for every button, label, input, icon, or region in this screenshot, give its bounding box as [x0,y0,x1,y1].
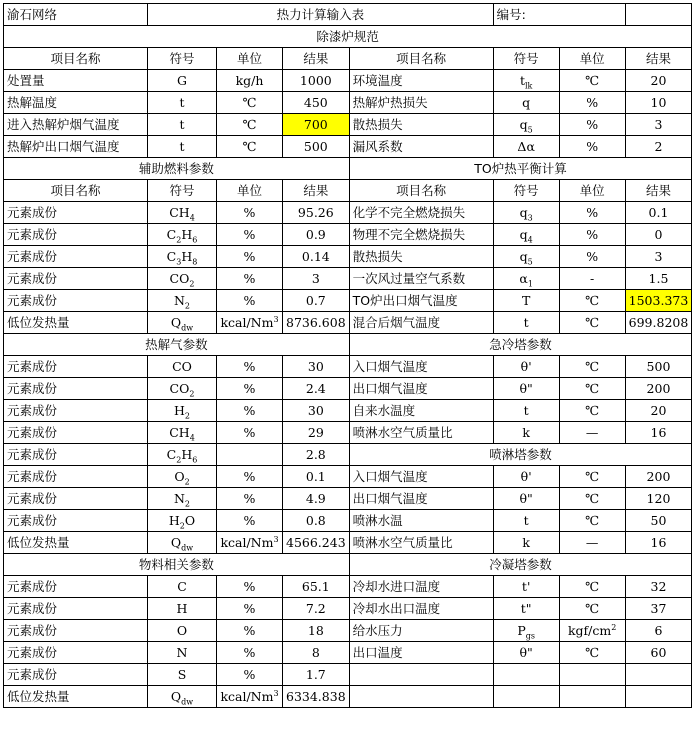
param-name: 进入热解炉烟气温度 [4,114,148,136]
param-name: 给水压力 [349,620,493,642]
param-name: 低位发热量 [4,312,148,334]
col-header-symbol: 符号 [148,180,217,202]
param-symbol: t [493,400,559,422]
empty-cell [625,686,692,708]
param-symbol: t" [493,598,559,620]
empty-cell [349,664,493,686]
param-unit: ℃ [559,400,625,422]
param-value[interactable]: 200 [625,466,692,488]
param-symbol: q [493,92,559,114]
param-value[interactable]: 6334.838 [283,686,350,708]
param-name: 出口温度 [349,642,493,664]
param-name: 元素成份 [4,488,148,510]
param-unit: ℃ [559,598,625,620]
table-row [4,620,692,642]
param-unit: ℃ [217,136,283,158]
table-row [4,664,692,686]
col-header-name: 项目名称 [349,48,493,70]
param-unit: ℃ [559,356,625,378]
param-symbol: $P_{gs}$ [493,620,559,642]
param-unit: kcal/Nm$^3$ [217,532,283,554]
number-value[interactable] [625,4,692,26]
col-header-unit: 单位 [217,180,283,202]
table-row [4,510,692,532]
param-unit: % [217,664,283,686]
param-unit: % [559,136,625,158]
param-unit: ℃ [559,70,625,92]
param-symbol: t [148,136,217,158]
col-header-unit: 单位 [217,48,283,70]
table-row [4,312,692,334]
param-symbol: k [493,532,559,554]
param-symbol: $q_4$ [493,224,559,246]
col-header-row [4,180,692,202]
param-symbol: $Q_{dw}$ [148,686,217,708]
param-value[interactable]: 1.5 [625,268,692,290]
section-title-material: 物料相关参数 [4,554,350,576]
param-name: 元素成份 [4,576,148,598]
param-value[interactable]: 0 [625,224,692,246]
param-symbol: S [148,664,217,686]
param-symbol: $Q_{dw}$ [148,532,217,554]
param-name: 入口烟气温度 [349,466,493,488]
param-value[interactable]: 699.8208 [625,312,692,334]
param-value-highlighted[interactable]: 700 [283,114,350,136]
param-name: 元素成份 [4,290,148,312]
empty-cell [559,686,625,708]
param-value[interactable]: 16 [625,422,692,444]
param-unit: % [217,224,283,246]
param-value[interactable]: 4566.243 [283,532,350,554]
param-name: 低位发热量 [4,686,148,708]
param-name: 冷却水出口温度 [349,598,493,620]
param-unit: % [217,378,283,400]
table-row [4,444,692,466]
param-symbol: t [148,92,217,114]
section-title-spray: 喷淋塔参数 [349,444,692,466]
col-header-result: 结果 [283,180,350,202]
col-header-name: 项目名称 [4,180,148,202]
param-name: 冷却水进口温度 [349,576,493,598]
param-name: 散热损失 [349,114,493,136]
param-value[interactable]: 1000 [283,70,350,92]
param-value[interactable]: 10 [625,92,692,114]
col-header-result: 结果 [283,48,350,70]
param-symbol: θ' [493,356,559,378]
param-value[interactable]: 0.1 [283,466,350,488]
param-symbol: $H_2$ [148,400,217,422]
table-row [4,70,692,92]
param-name: 元素成份 [4,378,148,400]
param-unit: % [217,466,283,488]
param-name: 环境温度 [349,70,493,92]
param-value[interactable]: 3 [625,246,692,268]
param-value[interactable]: 1.7 [283,664,350,686]
col-header-unit: 单位 [559,180,625,202]
param-symbol: CO [148,356,217,378]
param-symbol: $q_5$ [493,114,559,136]
param-symbol: θ" [493,488,559,510]
empty-cell [493,664,559,686]
param-symbol: k [493,422,559,444]
param-symbol: $q_3$ [493,202,559,224]
param-name: 元素成份 [4,356,148,378]
param-value[interactable]: 4.9 [283,488,350,510]
param-symbol: $q_5$ [493,246,559,268]
param-value[interactable]: 0.14 [283,246,350,268]
param-symbol: $CH_4$ [148,422,217,444]
param-value[interactable]: 0.1 [625,202,692,224]
param-name: 入口烟气温度 [349,356,493,378]
col-header-name: 项目名称 [4,48,148,70]
param-value[interactable]: 16 [625,532,692,554]
section-title-to: TO炉热平衡计算 [349,158,692,180]
param-name: 漏风系数 [349,136,493,158]
param-symbol: $O_2$ [148,466,217,488]
param-value[interactable]: 32 [625,576,692,598]
param-value[interactable]: 120 [625,488,692,510]
table-row [4,246,692,268]
table-row [4,686,692,708]
param-unit: % [217,290,283,312]
table-row [4,642,692,664]
param-name: 元素成份 [4,664,148,686]
param-unit: kgf/$cm^2$ [559,620,625,642]
param-symbol: $C_2H_6$ [148,224,217,246]
param-symbol: $H_2O$ [148,510,217,532]
param-value[interactable]: 37 [625,598,692,620]
param-name: 出口烟气温度 [349,488,493,510]
param-unit: ℃ [559,378,625,400]
param-value[interactable]: 6 [625,620,692,642]
table-row [4,598,692,620]
param-symbol: θ' [493,466,559,488]
param-name: 元素成份 [4,246,148,268]
param-value[interactable]: 65.1 [283,576,350,598]
param-symbol: N [148,642,217,664]
param-symbol: θ" [493,642,559,664]
param-name: 元素成份 [4,620,148,642]
param-unit: % [559,114,625,136]
table-row [4,378,692,400]
table-row [4,422,692,444]
param-name: 化学不完全燃烧损失 [349,202,493,224]
param-symbol: $\alpha_1$ [493,268,559,290]
param-unit: % [217,576,283,598]
table-row [4,136,692,158]
param-unit: % [559,92,625,114]
org-name: 渝石网络 [4,4,148,26]
param-name: 热解炉出口烟气温度 [4,136,148,158]
param-name: 元素成份 [4,224,148,246]
param-unit: ℃ [217,92,283,114]
param-value[interactable]: 0.7 [283,290,350,312]
param-unit: % [217,268,283,290]
param-unit: ℃ [559,576,625,598]
param-name: 元素成份 [4,202,148,224]
param-symbol: O [148,620,217,642]
param-value[interactable]: 50 [625,510,692,532]
param-unit: ℃ [559,642,625,664]
param-unit: % [217,620,283,642]
param-value[interactable]: 3 [625,114,692,136]
param-value[interactable]: 7.2 [283,598,350,620]
param-symbol: C [148,576,217,598]
param-symbol: $t_{lk}$ [493,70,559,92]
param-symbol: t [493,312,559,334]
param-unit: ℃ [217,114,283,136]
col-header-symbol: 符号 [493,180,559,202]
page-title: 热力计算输入表 [148,4,494,26]
param-unit: ℃ [559,290,625,312]
header-row [4,4,692,26]
param-symbol: G [148,70,217,92]
param-name: 散热损失 [349,246,493,268]
param-unit: % [217,356,283,378]
param-symbol: T [493,290,559,312]
param-unit: kg/h [217,70,283,92]
col-header-symbol: 符号 [148,48,217,70]
param-symbol: t [493,510,559,532]
param-value[interactable]: 18 [283,620,350,642]
param-name: 一次风过量空气系数 [349,268,493,290]
param-value[interactable]: 20 [625,70,692,92]
param-unit: — [559,422,625,444]
param-value[interactable]: 200 [625,378,692,400]
param-name: 元素成份 [4,642,148,664]
param-unit: kcal/Nm$^3$ [217,686,283,708]
param-unit: % [217,422,283,444]
col-header-symbol: 符号 [493,48,559,70]
param-value[interactable]: 450 [283,92,350,114]
param-symbol: $N_2$ [148,488,217,510]
table-row [4,92,692,114]
param-symbol: Δα [493,136,559,158]
param-value[interactable]: 500 [625,356,692,378]
table-row [4,576,692,598]
table-row [4,290,692,312]
table-row [4,532,692,554]
param-value[interactable]: 2 [625,136,692,158]
param-name: 元素成份 [4,400,148,422]
section-title-aux: 辅助燃料参数 [4,158,350,180]
empty-cell [559,664,625,686]
param-name: 元素成份 [4,444,148,466]
param-name: 低位发热量 [4,532,148,554]
table-row [4,268,692,290]
param-value[interactable]: 30 [283,400,350,422]
param-value[interactable]: 8 [283,642,350,664]
param-unit: ℃ [559,510,625,532]
param-symbol: $C_2H_6$ [148,444,217,466]
param-unit: % [217,488,283,510]
param-name: 喷淋水温 [349,510,493,532]
param-name: 元素成份 [4,598,148,620]
param-value[interactable]: 3 [283,268,350,290]
col-header-unit: 单位 [559,48,625,70]
param-unit: % [217,400,283,422]
param-unit: % [217,598,283,620]
param-unit: % [217,246,283,268]
param-name: 喷淋水空气质量比 [349,422,493,444]
param-name: 物理不完全燃烧损失 [349,224,493,246]
param-value[interactable]: 2.4 [283,378,350,400]
param-name: 元素成份 [4,268,148,290]
table-row [4,488,692,510]
param-name: 混合后烟气温度 [349,312,493,334]
param-symbol: $CO_2$ [148,378,217,400]
param-name: 元素成份 [4,422,148,444]
calc-input-table [3,3,692,708]
param-unit: - [559,268,625,290]
param-symbol: θ" [493,378,559,400]
param-unit: ℃ [559,488,625,510]
param-unit: % [217,202,283,224]
empty-cell [349,686,493,708]
param-symbol: t [148,114,217,136]
section-title-quench: 急冷塔参数 [349,334,692,356]
param-value[interactable]: 500 [283,136,350,158]
param-symbol: $CH_4$ [148,202,217,224]
param-symbol: H [148,598,217,620]
param-unit: % [217,510,283,532]
table-row [4,400,692,422]
param-symbol: $C_3H_8$ [148,246,217,268]
param-name: 喷淋水空气质量比 [349,532,493,554]
param-name: 出口烟气温度 [349,378,493,400]
param-value[interactable]: 0.9 [283,224,350,246]
param-unit: % [217,642,283,664]
col-header-name: 项目名称 [349,180,493,202]
section-title-main: 除漆炉规范 [4,26,692,48]
section-title-condense: 冷凝塔参数 [349,554,692,576]
param-unit: % [559,202,625,224]
param-value[interactable]: 60 [625,642,692,664]
param-symbol: $N_2$ [148,290,217,312]
empty-cell [493,686,559,708]
empty-cell [625,664,692,686]
param-symbol: $CO_2$ [148,268,217,290]
param-value[interactable]: 95.26 [283,202,350,224]
param-name: 热解温度 [4,92,148,114]
col-header-row [4,48,692,70]
param-unit: kcal/Nm$^3$ [217,312,283,334]
param-name: 热解炉热损失 [349,92,493,114]
number-label: 编号: [493,4,625,26]
param-unit [217,444,283,466]
table-row [4,202,692,224]
param-unit: ℃ [559,312,625,334]
section-title-pyro: 热解气参数 [4,334,350,356]
col-header-result: 结果 [625,180,692,202]
param-unit: % [559,246,625,268]
param-symbol: $Q_{dw}$ [148,312,217,334]
param-name: 处置量 [4,70,148,92]
param-name: 自来水温度 [349,400,493,422]
param-value[interactable]: 30 [283,356,350,378]
param-value[interactable]: 20 [625,400,692,422]
table-row [4,356,692,378]
table-row [4,224,692,246]
param-value[interactable]: 0.8 [283,510,350,532]
param-name: 元素成份 [4,466,148,488]
param-value[interactable]: 8736.608 [283,312,350,334]
param-unit: % [559,224,625,246]
param-value-highlighted[interactable]: 1503.373 [625,290,692,312]
col-header-result: 结果 [625,48,692,70]
param-unit: ℃ [559,466,625,488]
param-value[interactable]: 2.8 [283,444,350,466]
param-unit: — [559,532,625,554]
table-row [4,466,692,488]
param-name: TO炉出口烟气温度 [349,290,493,312]
param-value[interactable]: 29 [283,422,350,444]
param-name: 元素成份 [4,510,148,532]
table-row [4,114,692,136]
param-symbol: t' [493,576,559,598]
